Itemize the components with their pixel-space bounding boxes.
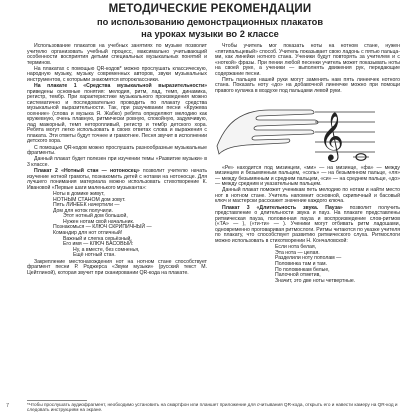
poster-2-heading: Плакат 2 «Нотный стан — нотоносец» (34, 168, 140, 174)
footnote: *Чтобы прослушать аудиофрагмент, необходимо установить на смартфон или планшет приложение для считывания QR-кода, открыть его и навести камеру на QR-код и следовать инструкциям на экране. (27, 402, 398, 413)
poem-line: Важный и слегка серьёзный, (63, 235, 132, 242)
hand-staff-illustration (215, 96, 400, 164)
poem-durations (215, 245, 400, 284)
poem-line: Его имя — КЛЮЧ БАСОВЫЙ: (63, 241, 134, 248)
poem-line: НОТНЫМ СТАНОМ дом зовут. (53, 196, 126, 203)
paragraph: Пять пальцев нашей руки могут заменить нам пять линеечек нотного стана. Показать ноту «до» на добавочной линеечке можно при помощи правого кулачка в воздухе под пальцами левой руки. (215, 76, 400, 94)
page-subtitle-line2: на уроках музыки во 2 классе (141, 29, 279, 39)
page-subtitle-line1: по использованию демонстрационных плакатов (96, 17, 324, 27)
paragraph: Плакат 2 «Нотный стан — нотоносец» позволит учителю начать изучение нотной грамоты, познакомить детей с нотами на нотоносце. Для лучшего понимания материала можно использовать стихотворение К. Ивановой «Первые шаги маленького музыканта»: (27, 168, 207, 191)
right-column (215, 44, 400, 285)
paragraph: «Ре» находится под мизинцем, «ми» — на мизинце, «фа» — между мизинцем и безымянным пальцем, «соль» — на безымянном пальце, «ля» — между безымянным и средним пальцем, «си» — на среднем пальце, «до» — между средним и указательным пальцем. (215, 164, 400, 188)
poem-line: Пять ЛИНЕЕК начертили — (53, 202, 120, 209)
treble-clef-icon: 𝄞 (319, 110, 344, 160)
poem-line: Командир для нот отличный! (53, 230, 123, 237)
paragraph: Использование плакатов на учебных занятиях по музыке позволит учителю организовать учебный процесс, максимально учитывающий особенности восприятия детьми специальных музыкальных понятий и терминов. (27, 43, 207, 66)
poster-3-heading: Плакат 3 «Длительность звука. Пауза» (222, 204, 343, 211)
poem-line: По половинкам белые, (275, 266, 330, 273)
paragraph: На плакате 1 «Средства музыкальной выразительности» приведены основные понятия: мелодия, ритм, лад, темп, динамика, регистр, тембр. При характеристике музыкального произведения можно систематично и последовательно проводить по плакату средства музыкальной выразительности. Так, при разучивании песни «Кружевa осенние» (слова и музыка Я. Жабко) ребята определяют мелодию как кружевную, очень плавную, ритмически ровную, спокойную, задумчивую, лад мажорный, темп неторопливый, регистр и тембр детского хора. Ребята могут легко использовать в своих ответах слова и выражения с плаката. Эти ответы будут точнее и грамотнее. Песня звучит в исполнении детского хора. (27, 83, 207, 145)
poem-line: Этот нотный дом большой, (63, 213, 128, 220)
poem-line: Ноты в домике живут, (53, 191, 105, 198)
paragraph: Закрепление местонахождения нот на нотном стане способствует фрагмент песни Р. Роджерса «Звуки музыки» (русский текст М. Цейтлиной), которая звучит при сканировании QR-кода на плакате. (27, 258, 207, 276)
paragraph: Данный плакат поможет ученикам петь мелодию по нотам и найти место нот в нотном стане. Учитель напомнит основной, скрипичный и басовый ключ и мастерски расскажет значение каждого ключа. (215, 187, 400, 205)
poem-line: Дом для ноток получили. (53, 207, 113, 214)
poem-line: Половинка там и там. (275, 261, 327, 267)
paragraph: Плакат 3 «Длительность звука. Пауза» позволит получить представление о длительности звука и пауз. На плакате представлены ритмическая пауза, половинная пауза и воспроизведение слов-ритмов («ТА» — ), («ти-ти» — ). Ученики могут отбивать ритм ладошами, одновременно проговаривая ритмослоги. Ритмы читаются по указке учителя по плакату, что способствует развитию ритмического слуха. Ритмослоги можно использовать в стихотворении Н. Кончаловской: (215, 204, 400, 244)
poster-1-heading: На плакате 1 «Средства музыкальной выразительности» (34, 83, 207, 90)
poem-line: Нужен нотам свой начальник. (63, 218, 135, 225)
poem-notes (27, 192, 207, 259)
poem-line: Палочной отметив, (275, 272, 321, 279)
poem-line: Ну, а вместе, без сомненья, (73, 246, 140, 253)
paragraph: На плакатах с помощью QR-кодов* можно прослушать классическую, народную музыку, музыку современных авторов, звуки музыкальных инструментов, с которыми знакомятся второклассники. (27, 65, 207, 83)
paragraph: Чтобы учитель мог показать ноты на нотном стане, нужен «пятипальцевый» способ. Учитель показывает свою ладонь с пятью пальцами, как линейки нотного стана. Ученики будут повторять за учителем и с «ноткой» фразы. При пении любой песенки учитель может показывать ноты на своей руке, а ученики — выполнять движения рук, передающие содержание песни. (215, 43, 400, 77)
hand-icon (217, 110, 318, 154)
poem-line: Значит, это две ноты четвертные. (275, 277, 356, 284)
page-number: 7 (6, 403, 10, 409)
poem-line: Эта нота — целая. (275, 249, 320, 256)
poem-line: Познакомься — КЛЮЧ СКРИПИЧНЫЙ — (53, 224, 152, 231)
page-title: МЕТОДИЧЕСКИЕ РЕКОМЕНДАЦИИ (108, 3, 312, 15)
poem-line: Разделили ноту пополам — (275, 255, 342, 262)
left-column (27, 44, 207, 277)
poem-line: Ещё нотный стан. (73, 252, 116, 259)
paragraph: С помощью QR-кодов можно прослушать разнообразные музыкальные фрагменты. (27, 144, 207, 157)
paragraph: Данный плакат будет полезен при изучении темы «Развитие музыки» в 3 классе. (27, 156, 207, 168)
poem-line: Если нота белая, (275, 244, 317, 251)
footnote-divider (27, 400, 87, 401)
